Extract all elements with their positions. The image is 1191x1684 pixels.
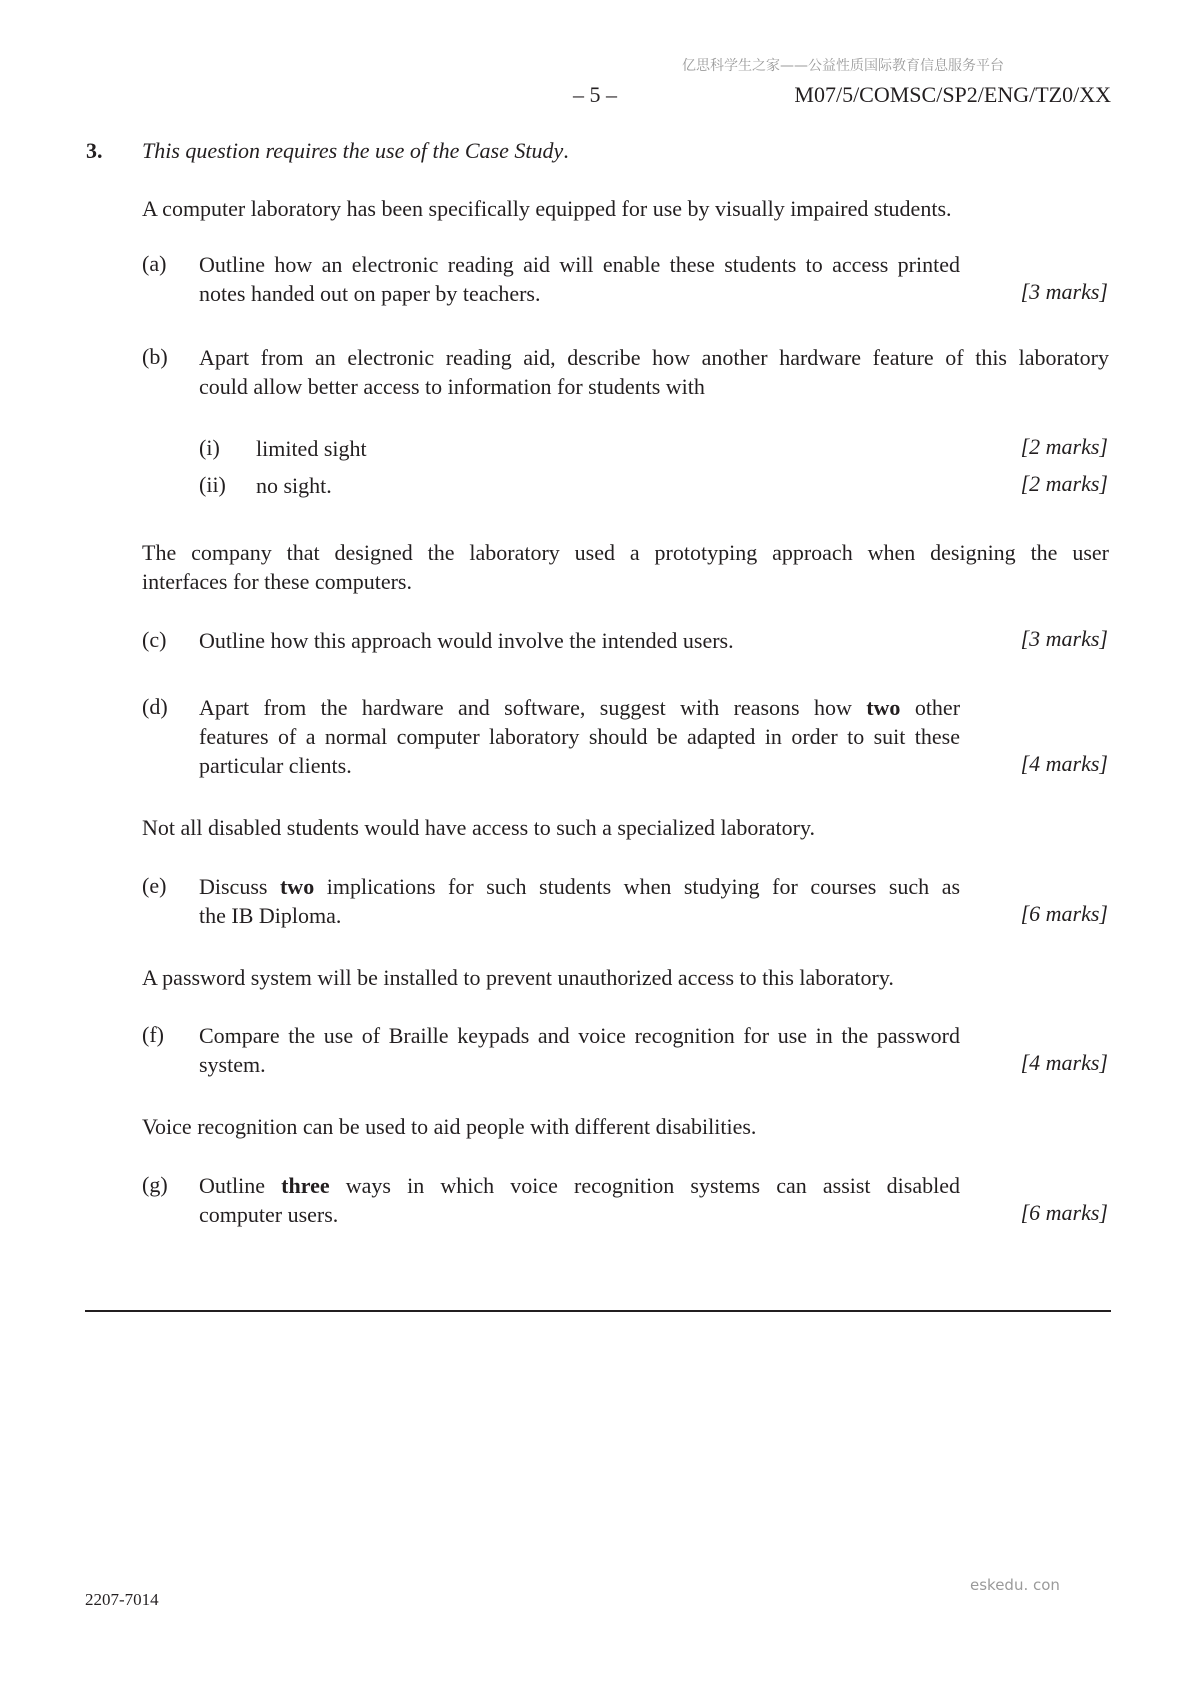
part-b-i-label: (i) (199, 435, 220, 460)
part-b-i-marks: [2 marks] (1020, 434, 1108, 459)
footer-code: 2207-7014 (85, 1590, 159, 1609)
question-intro: A computer laboratory has been specifically equipped for use by visually impaired students. (142, 196, 952, 221)
part-d-line1-bold: two (866, 695, 901, 720)
part-g-label: (g) (142, 1172, 168, 1197)
part-f-intro: A password system will be installed to prevent unauthorized access to this laboratory. (142, 965, 894, 990)
question-instruction (142, 136, 569, 165)
part-c-intro-line1: The company that designed the laboratory used a prototyping approach when designing the user (142, 540, 1109, 565)
part-f-label: (f) (142, 1022, 164, 1047)
part-g-line1 (199, 1171, 960, 1200)
page-number: – 5 – (573, 82, 617, 107)
part-g-line1-a: Outline (199, 1173, 265, 1198)
part-b-line1: Apart from an electronic reading aid, describe how another hardware feature of this laboratory (199, 345, 1109, 370)
part-e-intro: Not all disabled students would have access to such a specialized laboratory. (142, 815, 816, 840)
part-b-line2: could allow better access to information for students with (199, 374, 705, 399)
part-g-line1-b: ways in which voice recognition systems can assist disabled (345, 1173, 960, 1198)
part-e-marks: [6 marks] (1020, 901, 1108, 926)
part-b-ii-label: (ii) (199, 472, 226, 497)
part-e-line1 (199, 872, 960, 901)
part-c-text: Outline how this approach would involve the intended users. (199, 628, 734, 653)
part-e-line1-b: implications for such students when studying for courses such as (326, 874, 961, 899)
part-d-line1-a: Apart from the hardware and software, suggest with reasons how (199, 695, 852, 720)
part-d-line1 (199, 693, 960, 722)
part-e-label: (e) (142, 873, 167, 898)
part-d-label: (d) (142, 694, 168, 719)
part-f-line1: Compare the use of Braille keypads and voice recognition for use in the password (199, 1023, 960, 1048)
part-f-marks: [4 marks] (1020, 1050, 1108, 1075)
part-a-label: (a) (142, 251, 167, 276)
part-b-label: (b) (142, 344, 168, 369)
part-d-line1-b: other (914, 695, 961, 720)
part-b-ii-marks: [2 marks] (1020, 471, 1108, 496)
part-f-line2: system. (199, 1052, 266, 1077)
part-e-line2: the IB Diploma. (199, 903, 342, 928)
part-a-marks: [3 marks] (1020, 279, 1108, 304)
question-number: 3. (86, 138, 103, 163)
part-c-marks: [3 marks] (1020, 626, 1108, 651)
part-b-i-text: limited sight (256, 436, 367, 461)
part-d-marks: [4 marks] (1020, 751, 1108, 776)
instruction-end: . (563, 138, 569, 163)
part-g-line1-bold: three (281, 1173, 330, 1198)
part-g-marks: [6 marks] (1020, 1200, 1108, 1225)
paper-code: M07/5/COMSC/SP2/ENG/TZ0/XX (794, 82, 1111, 107)
header-watermark: 亿思科学生之家——公益性质国际教育信息服务平台 (682, 58, 1004, 74)
part-e-line1-bold: two (279, 874, 315, 899)
instruction-italic: This question requires the use of the Case Study (142, 138, 564, 163)
end-rule (85, 1310, 1111, 1312)
part-g-line2: computer users. (199, 1202, 339, 1227)
part-a-line1: Outline how an electronic reading aid will enable these students to access printed (199, 252, 960, 277)
footer-watermark: eskedu. con (970, 1576, 1060, 1594)
part-c-label: (c) (142, 627, 167, 652)
part-b-ii-text: no sight. (256, 473, 332, 498)
part-d-line2: features of a normal computer laboratory should be adapted in order to suit these (199, 724, 960, 749)
part-a-line2: notes handed out on paper by teachers. (199, 281, 541, 306)
part-c-intro-line2: interfaces for these computers. (142, 569, 412, 594)
part-d-line3: particular clients. (199, 753, 352, 778)
part-g-intro: Voice recognition can be used to aid people with different disabilities. (142, 1114, 757, 1139)
part-e-line1-a: Discuss (199, 874, 268, 899)
